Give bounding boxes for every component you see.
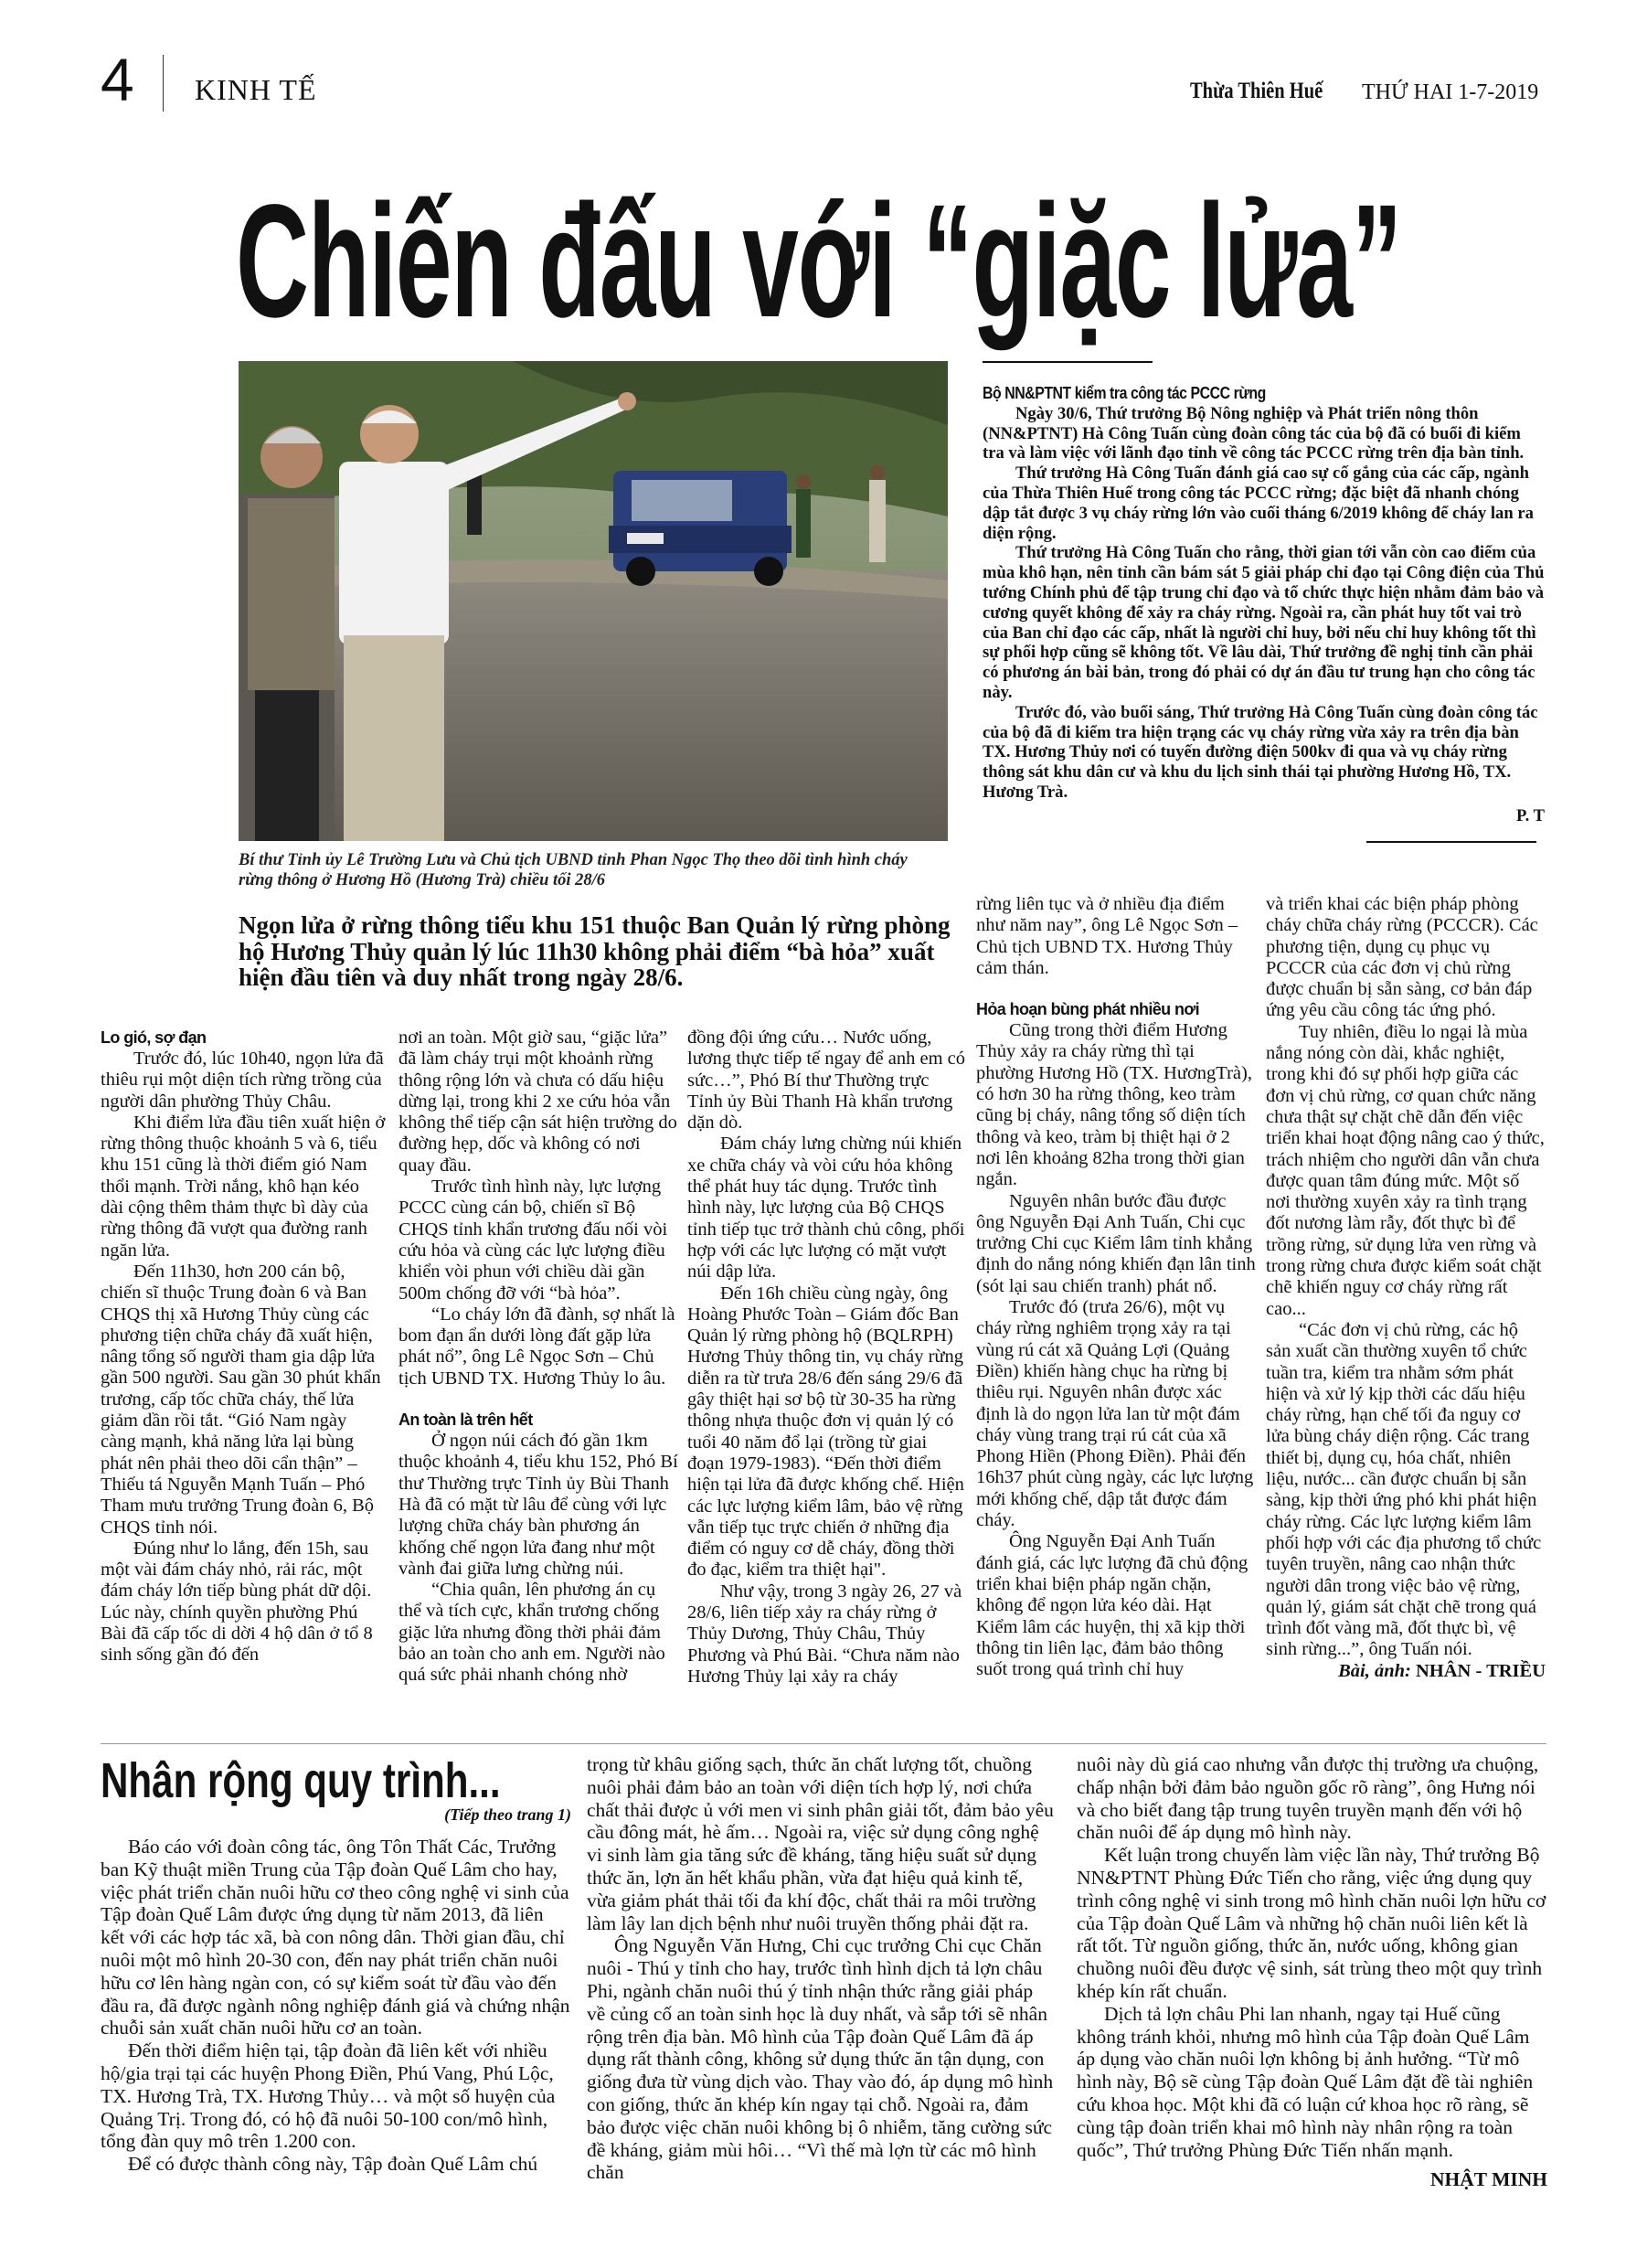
paragraph: Để có được thành công này, Tập đoàn Quế Lâm chú: [128, 2153, 538, 2176]
sidebar-paragraph: Thứ trưởng Hà Công Tuấn cho rằng, thời gian tới vẫn còn cao điểm của mùa khô hạn, nên tỉnh cần bám sát 5 giải pháp chỉ đạo tại Công điện của Thủ tướng Chính phủ để tập trung chỉ đạo và tổ chức thực hiện nhằm đảm bảo và cương quyết không để xảy ra cháy rừng. Ngoài ra, cần phát huy tốt vai trò của Ban chỉ đạo các cấp, nhất là người chỉ huy, bởi nếu chỉ huy không tốt thì sự phối hợp cũng sẽ không tốt. Về lâu dài, Thứ trưởng đề nghị tỉnh cần phải có phương án bài bản, trong đó phải có dự án đầu tư trung hạn cho công tác này.: [983, 543, 1545, 702]
section-divider: [101, 1743, 1546, 1744]
page-number: 4: [101, 46, 134, 113]
article-byline: [1266, 1661, 1546, 1682]
paragraph: Đến 16h chiều cùng ngày, ông Hoàng Phước Toàn – Giám đốc Ban Quản lý rừng phòng hộ (BQLRPH) Hương Thủy thông tin, vụ cháy rừng diễn ra từ trưa 28/6 đến sáng 29/6 đã gây thiệt hại sơ bộ từ 30-35 ha rừng thông nhựa thuộc đơn vị quản lý có tuổi 40 năm đổ lại (trồng từ giai đoạn 1979-1983). “Đến thời điểm hiện tại lửa đã được khống chế. Hiện các lực lượng kiểm lâm, bảo vệ rừng vẫn tiếp tục trực chiến ở những địa điểm có nguy cơ dễ cháy, đồng thời đo đạc, kiểm tra thiệt hại".: [687, 1283, 964, 1581]
paragraph: Đến 11h30, hơn 200 cán bộ, chiến sĩ thuộc Trung đoàn 6 và Ban CHQS thị xã Hương Thủy cùng các phương tiện chữa cháy đã xuất hiện, nâng tổng số người tham gia dập lửa gần 500 người. Sau gần 30 phút khẩn trương, cấp tốc chữa cháy, thế lửa giảm dần rồi tắt. “Gió Nam ngày càng mạnh, khả năng lửa lại bùng phát nên phải theo dõi cẩn thận” – Thiếu tá Nguyễn Mạnh Tuấn – Phó Tham mưu trưởng Trung đoàn 6, Bộ CHQS tỉnh nói.: [101, 1261, 381, 1538]
paragraph: Khi điểm lửa đầu tiên xuất hiện ở rừng thông thuộc khoảnh 5 và 6, tiểu khu 151 cũng là thời điểm gió Nam thổi mạnh. Trời nắng, khô hạn kéo dài cộng thêm thảm thực bì dày của rừng thông đã vượt qua đường ranh ngăn lửa.: [101, 1112, 386, 1261]
sidebar-paragraph: Ngày 30/6, Thứ trưởng Bộ Nông nghiệp và Phát triển nông thôn (NN&PTNT) Hà Công Tuấn cùng đoàn công tác của bộ đã có buổi đi kiểm tra và làm việc với lãnh đạo tỉnh về công tác PCCC rừng trên địa bàn tỉnh.: [983, 403, 1525, 463]
newspaper-name: Thừa Thiên Huế: [1190, 79, 1323, 103]
paragraph: Đúng như lo lắng, đến 15h, sau một vài đám cháy nhỏ, rải rác, một đám cháy lớn tiếp bùng phát dữ dội. Lúc này, chính quyền phường Phú Bài đã cấp tốc di dời 4 hộ dân ở tổ 8 sinh sống gần đó đến: [101, 1538, 373, 1666]
issue-date: THỨ HAI 1-7-2019: [1362, 80, 1539, 104]
article-column-2: [398, 1028, 678, 1687]
paragraph: Trước tình hình này, lực lượng PCCC cùng cán bộ, chiến sĩ Bộ CHQS tỉnh khẩn trương đấu nối vòi cứu hỏa và cùng các lực lượng điều khiển vòi phun với chiều dài gần 500m chống đỡ với “bà hỏa”.: [398, 1177, 668, 1304]
article-column-5: [1266, 894, 1546, 1682]
paragraph: trọng từ khâu giống sạch, thức ăn chất lượng tốt, chuồng nuôi phải đảm bảo an toàn với diện tích hợp lý, nơi chứa chất thải được ủ với men vi sinh phân giải tốt, đảm bảo yêu cầu đông mát, hè ấm… Ngoài ra, việc sử dụng công nghệ vi sinh làm gia tăng sức đề kháng, tăng hiệu suất sử dụng thức ăn, lợn ăn hết khẩu phần, vừa đạt hiệu quả kinh tế, vừa giảm phát thải tối đa khí độc, chất thải ra môi trường làm lây lan dịch bệnh như nuôi truyền thống phải đặt ra.: [587, 1753, 1054, 1934]
paragraph: “Lo cháy lớn đã đành, sợ nhất là bom đạn ẩn dưới lòng đất gặp lửa phát nổ”, ông Lê Ngọc Sơn – Chủ tịch UBND TX. Hương Thủy lo âu.: [398, 1304, 675, 1389]
second-article-column-3: [1077, 1753, 1547, 2191]
paragraph: Trước đó, lúc 10h40, ngọn lửa đã thiêu rụi một diện tích rừng trồng của người dân phường Thủy Châu.: [101, 1049, 384, 1112]
paragraph: Dịch tả lợn châu Phi lan nhanh, ngay tại Huế cũng không tránh khỏi, nhưng mô hình của Tập đoàn Quế Lâm áp dụng vào chăn nuôi lợn không bị ảnh hưởng. “Từ mô hình này, Bộ sẽ cùng Tập đoàn Quế Lâm đặt đề tài nghiên cứu khoa học. Một khi đã có luận cứ khoa học rõ ràng, sẽ cùng tập đoàn triển khai mô hình này nhân rộng ra toàn quốc”, Thứ trưởng Phùng Đức Tiến nhấn mạnh.: [1077, 2002, 1534, 2161]
article-headline: Chiến đấu với “giặc lửa”: [236, 172, 1401, 351]
sidebar-bottom-rule: [1366, 841, 1536, 843]
paragraph: Ông Nguyễn Văn Hưng, Chi cục trưởng Chi cục Chăn nuôi - Thú y tỉnh cho hay, trước tình hình dịch tả lợn châu Phi, ngành chăn nuôi thú ý tỉnh nhận thức rằng giải pháp về củng cố an toàn sinh học là duy nhất, và sắp tới sẽ nhân rộng trên địa bàn. Mô hình của Tập đoàn Quế Lâm đã áp dụng rất thành công, không sử dụng thức ăn tận dụng, con giống đưa từ vùng dịch vào. Thay vào đó, áp dụng mô hình con giống, thức ăn khép kín ngay tại chỗ. Ngoài ra, đảm bảo được việc chăn nuôi không bị ô nhiễm, tăng cường sức đề kháng, giảm mùi hôi… “Vì thế mà lợn từ các mô hình chăn: [587, 1934, 1054, 2184]
paragraph: “Các đơn vị chủ rừng, các hộ sản xuất cần thường xuyên tổ chức tuần tra, kiểm tra nhằm sớm phát hiện và xử lý kịp thời các dấu hiệu cháy rừng, hạn chế tối đa nguy cơ lửa bùng cháy diện rộng. Các trang thiết bị, dụng cụ, hóa chất, nhiên liệu, nước... cần được chuẩn bị sẵn sàng, kịp thời ứng phó khi phát hiện cháy rừng. Các lực lượng kiểm lâm phối hợp với các địa phương tổ chức tuyên truyền, nâng cao nhận thức người dân trong việc bảo vệ rừng, quản lý, giám sát chặt chẽ trong quá trình đốt vàng mã, đốt thực bì, vệ sinh rừng...”, ông Tuấn nói.: [1266, 1319, 1542, 1660]
paragraph: Tuy nhiên, điều lo ngại là mùa nắng nóng còn dài, khắc nghiệt, trong khi đó sự phối hợp giữa các đơn vị chủ rừng, cơ quan chức năng chưa thật sự chặt chẽ dẫn đến việc triển khai hoạt động nâng cao ý thức, trách nhiệm cho người dân vẫn chưa được quan tâm đúng mức. Một số nơi thường xuyên xảy ra tình trạng đốt nương làm rẫy, đốt thực bì để trồng rừng, sử dụng lửa ven rừng và trong rừng chưa được kiểm soát chặt chẽ khiến nguy cơ cháy rừng rất cao...: [1266, 1021, 1545, 1319]
paragraph: và triển khai các biện pháp phòng cháy chữa cháy rừng (PCCCR). Các phương tiện, dụng cụ phục vụ PCCCR của các đơn vị chủ rừng được chuẩn bị sẵn sàng, cơ bản đáp ứng yêu cầu công tác ứng phó.: [1266, 894, 1538, 1021]
photo-forest-fire-officials: [239, 361, 948, 841]
header-divider: [163, 55, 164, 112]
paragraph: Trước đó (trưa 26/6), một vụ cháy rừng nghiêm trọng xảy ra tại vùng rú cát xã Quảng Lợi (Quảng Điền) khiến hàng chục ha rừng bị thiêu rụi. Nguyên nhân được xác định là do ngọn lửa lan từ một đám cháy vùng trang trại rú cát của xã Phong Hiền (Phong Điền). Phải đến 16h37 phút cùng ngày, các lực lượng mới khống chế, dập tắt được đám cháy.: [976, 1297, 1254, 1531]
sidebar-top-rule: [983, 361, 1153, 363]
paragraph: Kết luận trong chuyến làm việc lần này, Thứ trưởng Bộ NN&PTNT Phùng Đức Tiến cho rằng, việc ứng dụng quy trình công nghệ vi sinh trong mô hình chăn nuôi lợn hữu cơ của Tập đoàn Quế Lâm và những hộ chăn nuôi liên kết là rất tốt. Từ nguồn giống, thức ăn, nước uống, không gian chuồng nuôi đều được vệ sinh, sát trùng theo một quy trình khép kín rất chuẩn.: [1077, 1844, 1546, 2002]
paragraph: đồng đội ứng cứu… Nước uống, lương thực tiếp tế ngay để anh em có sức…”, Phó Bí thư Thường trực Tỉnh ủy Bùi Thanh Hà khẩn trương dặn dò.: [687, 1028, 966, 1134]
paragraph: Ông Nguyễn Đại Anh Tuấn đánh giá, các lực lượng đã chủ động triển khai biện pháp ngăn chặn, không để ngọn lửa kéo dài. Hạt Kiểm lâm các huyện, thị xã kịp thời thông tin liên lạc, đảm bảo thông suốt trong quá trình chỉ huy: [976, 1531, 1249, 1680]
byline-label: Bài, ảnh:: [1338, 1660, 1411, 1681]
second-article-column-2: [587, 1753, 1055, 2184]
paragraph: Nguyên nhân bước đầu được ông Nguyễn Đại Anh Tuấn, Chi cục trưởng Chi cục Kiểm lâm tỉnh khẳng định do nắng nóng khiến đạn lân tinh (sót lại sau chiến tranh) phát nổ.: [976, 1190, 1256, 1296]
article-photo: [239, 361, 948, 841]
subheading: An toàn là trên hết: [398, 1411, 533, 1430]
article-lead: Ngọn lửa ở rừng thông tiểu khu 151 thuộc Ban Quản lý rừng phòng hộ Hương Thủy quản lý lúc 11h30 không phải điểm “bà hỏa” xuất hiện đầu tiên và duy nhất trong ngày 28/6.: [239, 911, 951, 991]
continued-from-note: (Tiếp theo trang 1): [444, 1805, 571, 1824]
paragraph: rừng liên tục và ở nhiều địa điểm như năm nay”, ông Lê Ngọc Sơn – Chủ tịch UBND TX. Hương Thủy cảm thán.: [976, 894, 1238, 978]
sidebar-body: [983, 404, 1545, 803]
article-column-1: [101, 1028, 386, 1666]
sidebar-paragraph: Thứ trưởng Hà Công Tuấn đánh giá cao sự cố gắng của các cấp, ngành của Thừa Thiên Huế trong công tác PCCC rừng; đặc biệt đã nhanh chóng dập tắt được 3 vụ cháy rừng lớn vào cuối tháng 6/2019 không để cháy lan ra diện rộng.: [983, 463, 1534, 543]
second-article-column-1: [101, 1836, 571, 2176]
paragraph: Đến thời điểm hiện tại, tập đoàn đã liên kết với nhiều hộ/gia trại tại các huyện Phong Điền, Phú Vang, Phú Lộc, TX. Hương Trà, TX. Hương Thủy… và một số huyện của Quảng Trị. Trong đó, có hộ đã nuôi 50-100 con/mô hình, tổng đàn quy mô trên 1.200 con.: [101, 2039, 556, 2153]
photo-caption: Bí thư Tỉnh ủy Lê Trường Lưu và Chủ tịch UBND tỉnh Phan Ngọc Thọ theo dõi tình hình cháy rừng thông ở Hương Hồ (Hương Trà) chiều tối 28/6: [239, 851, 908, 889]
paragraph: Đám cháy lưng chừng núi khiến xe chữa cháy và vòi cứu hỏa không thể phát huy tác dụng. Trước tình hình này, lực lượng của Bộ CHQS tỉnh tiếp tục trở thành chủ công, phối hợp với các lực lượng có mặt vượt núi dập lửa.: [687, 1134, 965, 1283]
sidebar-heading: Bộ NN&PTNT kiểm tra công tác PCCC rừng: [983, 384, 1266, 402]
subheading: Hỏa hoạn bùng phát nhiều nơi: [976, 1000, 1199, 1019]
second-article-headline: Nhân rộng quy trình...: [101, 1753, 501, 1808]
paragraph: Như vậy, trong 3 ngày 26, 27 và 28/6, liên tiếp xảy ra cháy rừng ở Thủy Dương, Thủy Châu, Thủy Phương và Phú Bài. “Chưa năm nào Hương Thủy lại xảy ra cháy: [687, 1581, 962, 1687]
paragraph: Báo cáo với đoàn công tác, ông Tôn Thất Các, Trưởng ban Kỹ thuật miền Trung của Tập đoàn Quế Lâm cho hay, việc phát triển chăn nuôi hữu cơ theo công nghệ vi sinh của Tập đoàn Quế Lâm được ứng dụng từ năm 2013, đã liên kết với các hợp tác xã, bà con nông dân. Thời gian đầu, chỉ nuôi một mô hình 20-30 con, đến nay phát triển chăn nuôi hữu cơ lên hàng ngàn con, có sự kiểm soát từ đầu vào đến đầu ra, đã được ngành nông nghiệp đánh giá và chứng nhận chuỗi sản xuất chăn nuôi hữu cơ an toàn.: [101, 1836, 570, 2039]
paragraph: Ở ngọn núi cách đó gần 1km thuộc khoảnh 4, tiểu khu 152, Phó Bí thư Thường trực Tỉnh ủy Bùi Thanh Hà đã có mặt từ lâu để cùng với lực lượng chữa cháy bàn phương án khống chế ngọn lửa đang như một vành đai giữa lưng chừng núi.: [398, 1431, 678, 1579]
article-column-3: [687, 1028, 967, 1688]
second-article-byline: NHẬT MINH: [1429, 2168, 1547, 2191]
paragraph: “Chia quân, lên phương án cụ thể và tích cực, khẩn trương chống giặc lửa nhưng đồng thời phải đảm bảo an toàn cho anh em. Người nào quá sức phải nhanh chóng nhờ: [398, 1580, 665, 1686]
subheading: Lo gió, sợ đạn: [101, 1028, 207, 1047]
paragraph: nơi an toàn. Một giờ sau, “giặc lửa” đã làm cháy trụi một khoảnh rừng thông rộng lớn và chưa có dấu hiệu dừng lại, trong khi 2 xe cứu hỏa vẫn không thể tiếp cận sát hiện trường do đường hẹp, dốc và không có nơi quay đầu.: [398, 1028, 677, 1176]
section-name: KINH TẾ: [195, 73, 317, 106]
paragraph: Cũng trong thời điểm Hương Thủy xảy ra cháy rừng thì tại phường Hương Hồ (TX. HươngTrà), có hơn 30 ha rừng thông, keo tràm cũng bị cháy, nâng tổng số diện tích thông và keo, tràm bị thiệt hại ở 2 nơi lên khoảng 82ha trong thời gian ngắn.: [976, 1020, 1252, 1190]
article-column-4: [976, 894, 1256, 1680]
sidebar-paragraph: Trước đó, vào buổi sáng, Thứ trưởng Hà Công Tuấn cùng đoàn công tác của bộ đã đi kiểm tra hiện trạng các vụ cháy rừng vừa xảy ra trên địa bàn TX. Hương Thủy nơi có tuyến đường điện 500kv đi qua và vụ cháy rừng thông sát khu dân cư và khu du lịch sinh thái tại phường Hương Hồ, TX. Hương Trà.: [983, 702, 1538, 802]
sidebar-signature: P. T: [1515, 805, 1545, 825]
paragraph: nuôi này dù giá cao nhưng vẫn được thị trường ưa chuộng, chấp nhận bởi đảm bảo nguồn gốc rõ ràng”, ông Hưng nói và cho biết đang tập trung tuyên truyền mạnh đến với hộ chăn nuôi để áp dụng mô hình này.: [1077, 1753, 1539, 1844]
sidebar-box: [983, 384, 1545, 826]
byline-name: NHÂN - TRIỀU: [1416, 1660, 1546, 1681]
